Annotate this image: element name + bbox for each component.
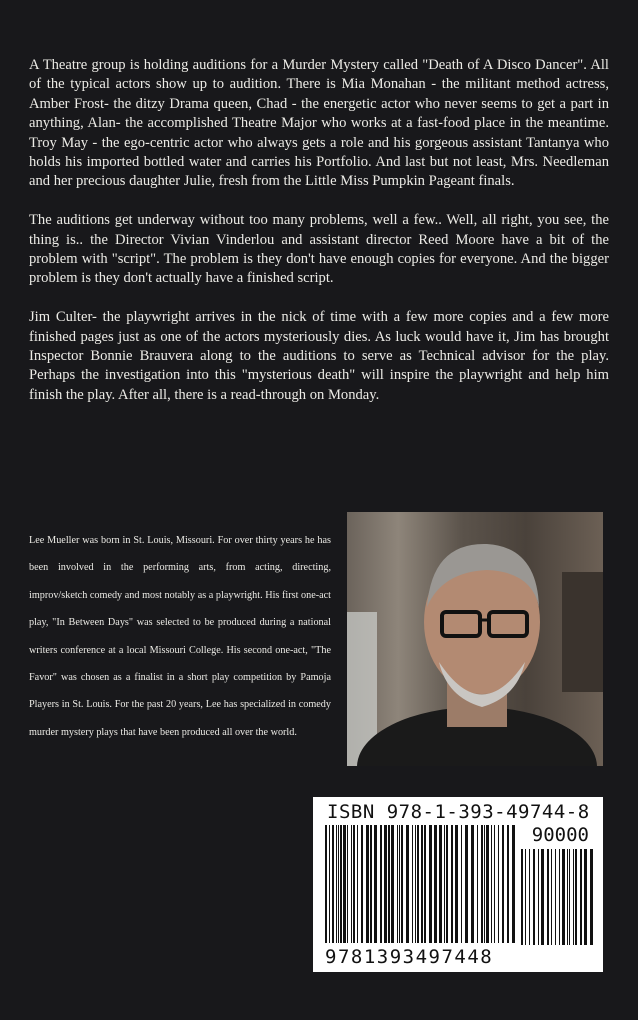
- barcode-bar: [332, 825, 334, 943]
- barcode-bar: [421, 825, 423, 943]
- barcode-bar: [486, 825, 489, 943]
- barcode-bar: [507, 825, 509, 943]
- barcode-bar: [529, 849, 530, 945]
- barcode-bar: [417, 825, 419, 943]
- barcode-bar: [406, 825, 409, 943]
- price-addon-code: 90000: [531, 824, 589, 846]
- barcode-bar: [538, 849, 539, 945]
- isbn-barcode: [313, 797, 603, 972]
- barcode-bar: [399, 825, 400, 943]
- barcode-bar: [439, 825, 442, 943]
- barcode-bar: [525, 849, 526, 945]
- ean-digits: 9781393497448: [325, 946, 494, 968]
- barcode-bar: [465, 825, 468, 943]
- barcode-bar: [491, 825, 492, 943]
- barcode-bar: [494, 825, 495, 943]
- barcode-bar: [353, 825, 355, 943]
- barcode-bar: [361, 825, 363, 943]
- barcode-bar: [336, 825, 337, 943]
- author-photo: [347, 512, 603, 766]
- barcode-bar: [562, 849, 565, 945]
- barcode-bar: [580, 849, 582, 945]
- barcode-bar: [567, 849, 568, 945]
- barcode-bar: [547, 849, 549, 945]
- barcode-bar: [343, 825, 346, 943]
- barcode-bar: [325, 825, 327, 943]
- barcode-bar: [461, 825, 462, 943]
- barcode-bar: [559, 849, 560, 945]
- barcode-bar: [351, 825, 352, 943]
- barcode-bar: [340, 825, 342, 943]
- barcode-bar: [370, 825, 372, 943]
- barcode-bar: [541, 849, 544, 945]
- barcode-bar: [374, 825, 377, 943]
- barcode-bar: [401, 825, 403, 943]
- author-portrait-illustration: [347, 512, 603, 766]
- barcode-bar: [502, 825, 504, 943]
- barcode-bar: [573, 849, 574, 945]
- blurb-paragraph: A Theatre group is holding auditions for a Murder Mystery called "Death of A Disco Dancer". All of the typical actors show up to audition. There is Mia Monahan - the militant method actress, Amber Frost- the ditzy Drama queen, Chad - the energetic actor who never seems to get a part in anything, Alan- the accomplished Theatre Major who works at a fast-food place in the meantime. Troy May - the ego-centric actor who always gets a role and his gorgeous assistant Tantanya who holds his imported bottled water and carries his Portfolio. And last but not least, Mrs. Needleman and her precious daughter Julie, fresh from the Little Miss Pumpkin Pageant finals.: [29, 57, 609, 190]
- barcode-bar: [429, 825, 432, 943]
- author-bio: Lee Mueller was born in St. Louis, Missouri. For over thirty years he has been involved in the performing arts, from acting, directing, improv/sketch comedy and most notably as a playwright. His first one-act play, "In Between Days" was selected to be produced during a national writers conference at a local Missouri College. His second one-act, "The Favor" was chosen as a finalist in a short play competition by Pamoja Players in St. Louis. For the past 20 years, Lee has specialized in comedy murder mystery plays that have been produced all over the world.: [29, 535, 331, 738]
- barcode-bar: [521, 849, 523, 945]
- barcode-bar: [569, 849, 570, 945]
- addon-barcode-bars: [521, 849, 593, 945]
- barcode-bar: [391, 825, 394, 943]
- barcode-bar: [388, 825, 390, 943]
- barcode-bar: [451, 825, 453, 943]
- barcode-bar: [329, 825, 330, 943]
- barcode-bar: [455, 825, 458, 943]
- barcode-bar: [424, 825, 426, 943]
- barcode-bar: [471, 825, 474, 943]
- back-cover-blurb: [29, 56, 609, 425]
- barcode-bar: [575, 849, 577, 945]
- barcode-bar: [584, 849, 587, 945]
- barcode-bar: [357, 825, 358, 943]
- barcode-bar: [338, 825, 339, 943]
- barcode-bar: [481, 825, 483, 943]
- barcode-bar: [555, 849, 556, 945]
- barcode-bar: [551, 849, 552, 945]
- barcode-bar: [533, 849, 535, 945]
- isbn-label: ISBN 978-1-393-49744-8: [327, 801, 590, 823]
- barcode-bar: [512, 825, 515, 943]
- barcode-bar: [484, 825, 485, 943]
- barcode-bar: [380, 825, 382, 943]
- barcode-bar: [412, 825, 413, 943]
- barcode-bar: [477, 825, 478, 943]
- barcode-bar: [498, 825, 499, 943]
- barcode-bar: [384, 825, 387, 943]
- barcode-bar: [444, 825, 445, 943]
- blurb-paragraph: Jim Culter- the playwright arrives in the nick of time with a few more copies and a few more finished pages just as one of the actors mysteriously dies. As luck would have it, Jim has brought Inspector Bonnie Brauvera along to the auditions to serve as Technical advisor for the play. Perhaps the investigation into this "mysterious death" will inspire the playwright and help him finish the play. After all, there is a read-through on Monday.: [29, 309, 609, 403]
- barcode-bar: [397, 825, 398, 943]
- ean-barcode-bars: [325, 825, 515, 945]
- barcode-bar: [347, 825, 348, 943]
- barcode-bar: [434, 825, 437, 943]
- barcode-bar: [590, 849, 593, 945]
- barcode-bar: [446, 825, 448, 943]
- barcode-bar: [415, 825, 416, 943]
- blurb-paragraph: The auditions get underway without too many problems, well a few.. Well, all right, you see, the thing is.. the Director Vivian Vinderlou and assistant director Reed Moore have a bit of the problem with "script". The problem is they don't have enough copies for everyone. And the bigger problem is they don't actually have a finished script.: [29, 212, 609, 287]
- barcode-bar: [366, 825, 369, 943]
